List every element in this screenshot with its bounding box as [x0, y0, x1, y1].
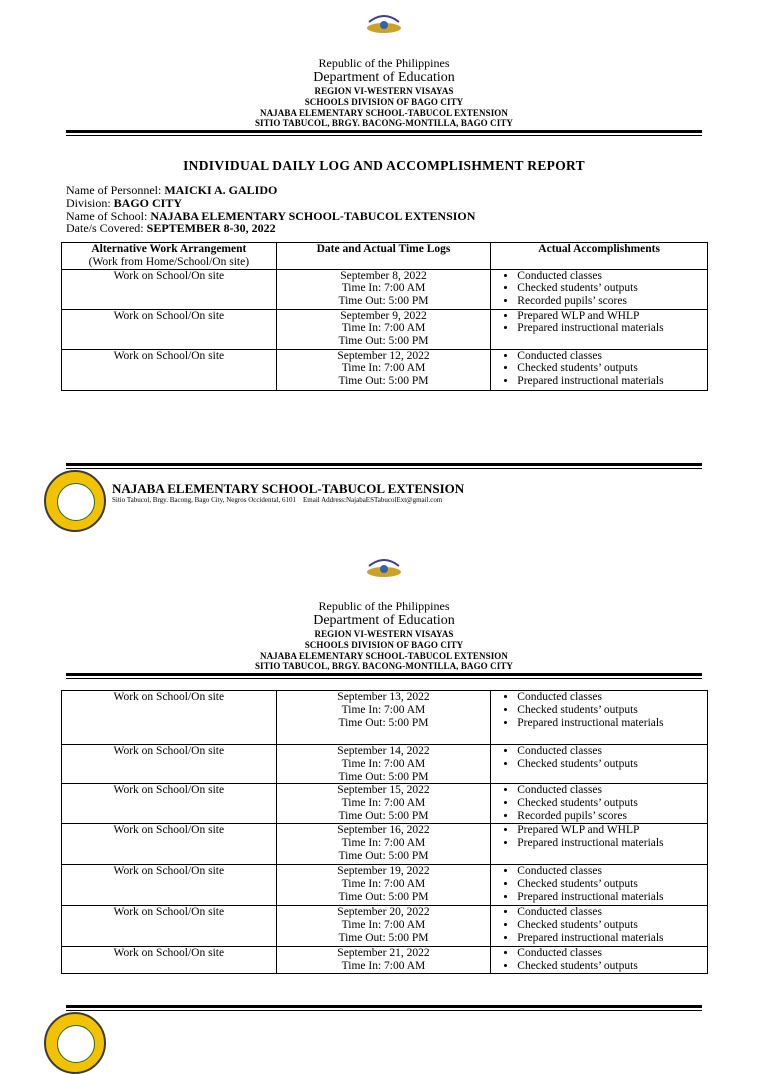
accomplishments-cell	[491, 824, 708, 865]
address-line: SITIO TABUCOL, BRGY. BACONG-MONTILLA, BAGO CITY	[254, 661, 514, 671]
dates-info: Date/s Covered: SEPTEMBER 8-30, 2022	[66, 221, 276, 235]
table-row	[62, 824, 708, 865]
arrangement-cell: Work on School/On site	[62, 269, 277, 309]
time-out-text: Time Out: 5:00 PM	[338, 295, 429, 308]
arrangement-cell: Work on School/On site	[62, 865, 277, 906]
accomplishments-cell	[491, 906, 708, 947]
time-in-text: Time In: 7:00 AM	[341, 282, 426, 295]
time-out-text: Time Out: 5:00 PM	[338, 931, 429, 944]
accomplishment-item: • Prepared instructional materials	[517, 375, 707, 388]
footer-school-name: NAJABA ELEMENTARY SCHOOL-TABUCOL EXTENSION	[112, 481, 465, 496]
table-row	[62, 947, 708, 974]
date-cell	[276, 824, 491, 865]
time-out-text: Time Out: 5:00 PM	[338, 770, 429, 783]
date-text: September 19, 2022	[337, 865, 430, 878]
accomplishments-cell	[491, 269, 708, 309]
accomplishments-cell	[491, 691, 708, 745]
time-in-text: Time In: 7:00 AM	[341, 797, 426, 810]
school-logo-icon	[44, 470, 106, 532]
accomplishment-item: • Checked students’ outputs	[517, 704, 707, 717]
arrangement-cell: Work on School/On site	[62, 906, 277, 947]
department-line: Department of Education	[313, 613, 455, 628]
date-cell	[276, 309, 491, 349]
personnel-info: Name of Personnel: MAICKI A. GALIDO	[66, 183, 278, 197]
time-out-text: Time Out: 5:00 PM	[338, 849, 429, 862]
accomplishment-item: • Prepared WLP and WHLP	[517, 310, 707, 323]
accomplishment-item: • Checked students’ outputs	[517, 797, 707, 810]
dates-value: SEPTEMBER 8-30, 2022	[146, 221, 276, 235]
arrangement-cell: Work on School/On site	[62, 745, 277, 784]
table-row	[62, 906, 708, 947]
time-in-text: Time In: 7:00 AM	[341, 837, 426, 850]
accomplishments-cell	[491, 349, 708, 390]
date-text: September 20, 2022	[337, 906, 430, 919]
date-text: September 8, 2022	[340, 269, 427, 282]
date-cell	[276, 691, 491, 745]
school-info: Name of School: NAJABA ELEMENTARY SCHOOL-TABUCOL EXTENSION	[66, 209, 476, 223]
republic-line: Republic of the Philippines	[318, 56, 450, 70]
address-line: SITIO TABUCOL, BRGY. BACONG-MONTILLA, BAGO CITY	[254, 118, 514, 128]
arrangement-cell: Work on School/On site	[62, 947, 277, 974]
accomplishment-item: • Conducted classes	[517, 947, 707, 960]
date-text: September 12, 2022	[337, 349, 430, 362]
division-line: SCHOOLS DIVISION OF BAGO CITY	[304, 640, 464, 650]
department-line: Department of Education	[313, 70, 455, 85]
deped-seal-icon	[364, 556, 404, 578]
date-cell	[276, 906, 491, 947]
accomplishment-item: • Conducted classes	[517, 270, 707, 283]
date-text: September 9, 2022	[340, 309, 427, 322]
arrangement-cell: Work on School/On site	[62, 691, 277, 745]
division-value: BAGO CITY	[113, 196, 183, 210]
region-line: REGION VI-WESTERN VISAYAS	[314, 86, 454, 96]
log-table-page2	[61, 690, 708, 974]
date-cell	[276, 865, 491, 906]
division-line: SCHOOLS DIVISION OF BAGO CITY	[304, 97, 464, 107]
date-text: September 14, 2022	[337, 745, 430, 757]
accomplishment-item: • Conducted classes	[517, 906, 707, 919]
date-cell	[276, 784, 491, 824]
table-row	[62, 865, 708, 906]
accomplishment-item: • Conducted classes	[517, 865, 707, 878]
header-arrangement: Alternative Work Arrangement (Work from Home/School/On site)	[62, 243, 277, 270]
accomplishment-item: • Prepared instructional materials	[517, 932, 707, 945]
footer-address: Sitio Tabucol, Brgy. Bacong, Bago City, Negros Occidental, 6101 Email Address:NajabaESTabucolExt@gmail.com	[112, 496, 443, 504]
footer-divider	[66, 463, 702, 469]
time-out-text: Time Out: 5:00 PM	[338, 809, 429, 822]
arrangement-cell: Work on School/On site	[62, 309, 277, 349]
time-in-text: Time In: 7:00 AM	[341, 757, 426, 770]
accomplishments-cell	[491, 947, 708, 974]
accomplishment-item: • Checked students’ outputs	[517, 282, 707, 295]
accomplishment-item: • Prepared instructional materials	[517, 717, 707, 730]
date-cell	[276, 349, 491, 390]
accomplishment-item: • Prepared instructional materials	[517, 322, 707, 335]
accomplishment-item: • Prepared WLP and WHLP	[517, 824, 707, 837]
personnel-value: MAICKI A. GALIDO	[164, 183, 278, 197]
region-line: REGION VI-WESTERN VISAYAS	[314, 629, 454, 639]
arrangement-cell: Work on School/On site	[62, 824, 277, 865]
header-date: Date and Actual Time Logs	[276, 243, 491, 270]
log-table-page1	[61, 242, 708, 391]
accomplishment-item: • Conducted classes	[517, 691, 707, 704]
date-cell	[276, 745, 491, 784]
accomplishment-item: • Conducted classes	[517, 745, 707, 758]
time-in-text: Time In: 7:00 AM	[341, 919, 426, 932]
table-row	[62, 349, 708, 390]
report-title: INDIVIDUAL DAILY LOG AND ACCOMPLISHMENT REPORT	[183, 158, 585, 173]
accomplishment-item: • Recorded pupils’ scores	[517, 295, 707, 308]
accomplishment-item: • Conducted classes	[517, 350, 707, 363]
date-cell	[276, 947, 491, 974]
date-text: September 13, 2022	[337, 691, 430, 703]
accomplishment-item: • Checked students’ outputs	[517, 362, 707, 375]
time-out-text: Time Out: 5:00 PM	[338, 375, 429, 388]
republic-line: Republic of the Philippines	[318, 599, 450, 613]
division-info: Division: BAGO CITY	[66, 196, 183, 210]
header-accomplishments: Actual Accomplishments	[491, 243, 708, 270]
school-logo-icon	[44, 1012, 106, 1074]
time-in-text: Time In: 7:00 AM	[341, 362, 426, 375]
date-text: September 21, 2022	[337, 947, 430, 960]
header-divider	[66, 130, 702, 136]
accomplishment-item: • Checked students’ outputs	[517, 758, 707, 771]
accomplishment-item: • Checked students’ outputs	[517, 878, 707, 891]
arrangement-cell: Work on School/On site	[62, 784, 277, 824]
school-value: NAJABA ELEMENTARY SCHOOL-TABUCOL EXTENSION	[150, 209, 476, 223]
time-out-text: Time Out: 5:00 PM	[338, 716, 429, 729]
table-row	[62, 691, 708, 745]
arrangement-cell: Work on School/On site	[62, 349, 277, 390]
date-text: September 16, 2022	[337, 824, 430, 837]
school-line: NAJABA ELEMENTARY SCHOOL-TABUCOL EXTENSION	[259, 651, 508, 661]
table-row	[62, 745, 708, 784]
deped-seal-icon	[364, 12, 404, 34]
accomplishment-item: • Conducted classes	[517, 784, 707, 797]
accomplishments-cell	[491, 309, 708, 349]
footer-divider	[66, 1005, 702, 1011]
accomplishment-item: • Checked students’ outputs	[517, 919, 707, 932]
table-row	[62, 784, 708, 824]
time-in-text: Time In: 7:00 AM	[341, 960, 426, 973]
time-in-text: Time In: 7:00 AM	[341, 878, 426, 891]
date-text: September 15, 2022	[337, 784, 430, 797]
header-divider	[66, 673, 702, 679]
accomplishment-item: • Prepared instructional materials	[517, 891, 707, 904]
table-row	[62, 309, 708, 349]
accomplishment-item: • Prepared instructional materials	[517, 837, 707, 850]
school-line: NAJABA ELEMENTARY SCHOOL-TABUCOL EXTENSION	[259, 108, 508, 118]
table-row	[62, 269, 708, 309]
time-in-text: Time In: 7:00 AM	[341, 703, 426, 716]
time-out-text: Time Out: 5:00 PM	[338, 890, 429, 903]
time-in-text: Time In: 7:00 AM	[341, 322, 426, 335]
accomplishments-cell	[491, 745, 708, 784]
time-out-text: Time Out: 5:00 PM	[338, 335, 429, 348]
accomplishment-item: • Checked students’ outputs	[517, 960, 707, 973]
date-cell	[276, 269, 491, 309]
accomplishments-cell	[491, 784, 708, 824]
accomplishment-item: • Recorded pupils’ scores	[517, 810, 707, 823]
accomplishments-cell	[491, 865, 708, 906]
